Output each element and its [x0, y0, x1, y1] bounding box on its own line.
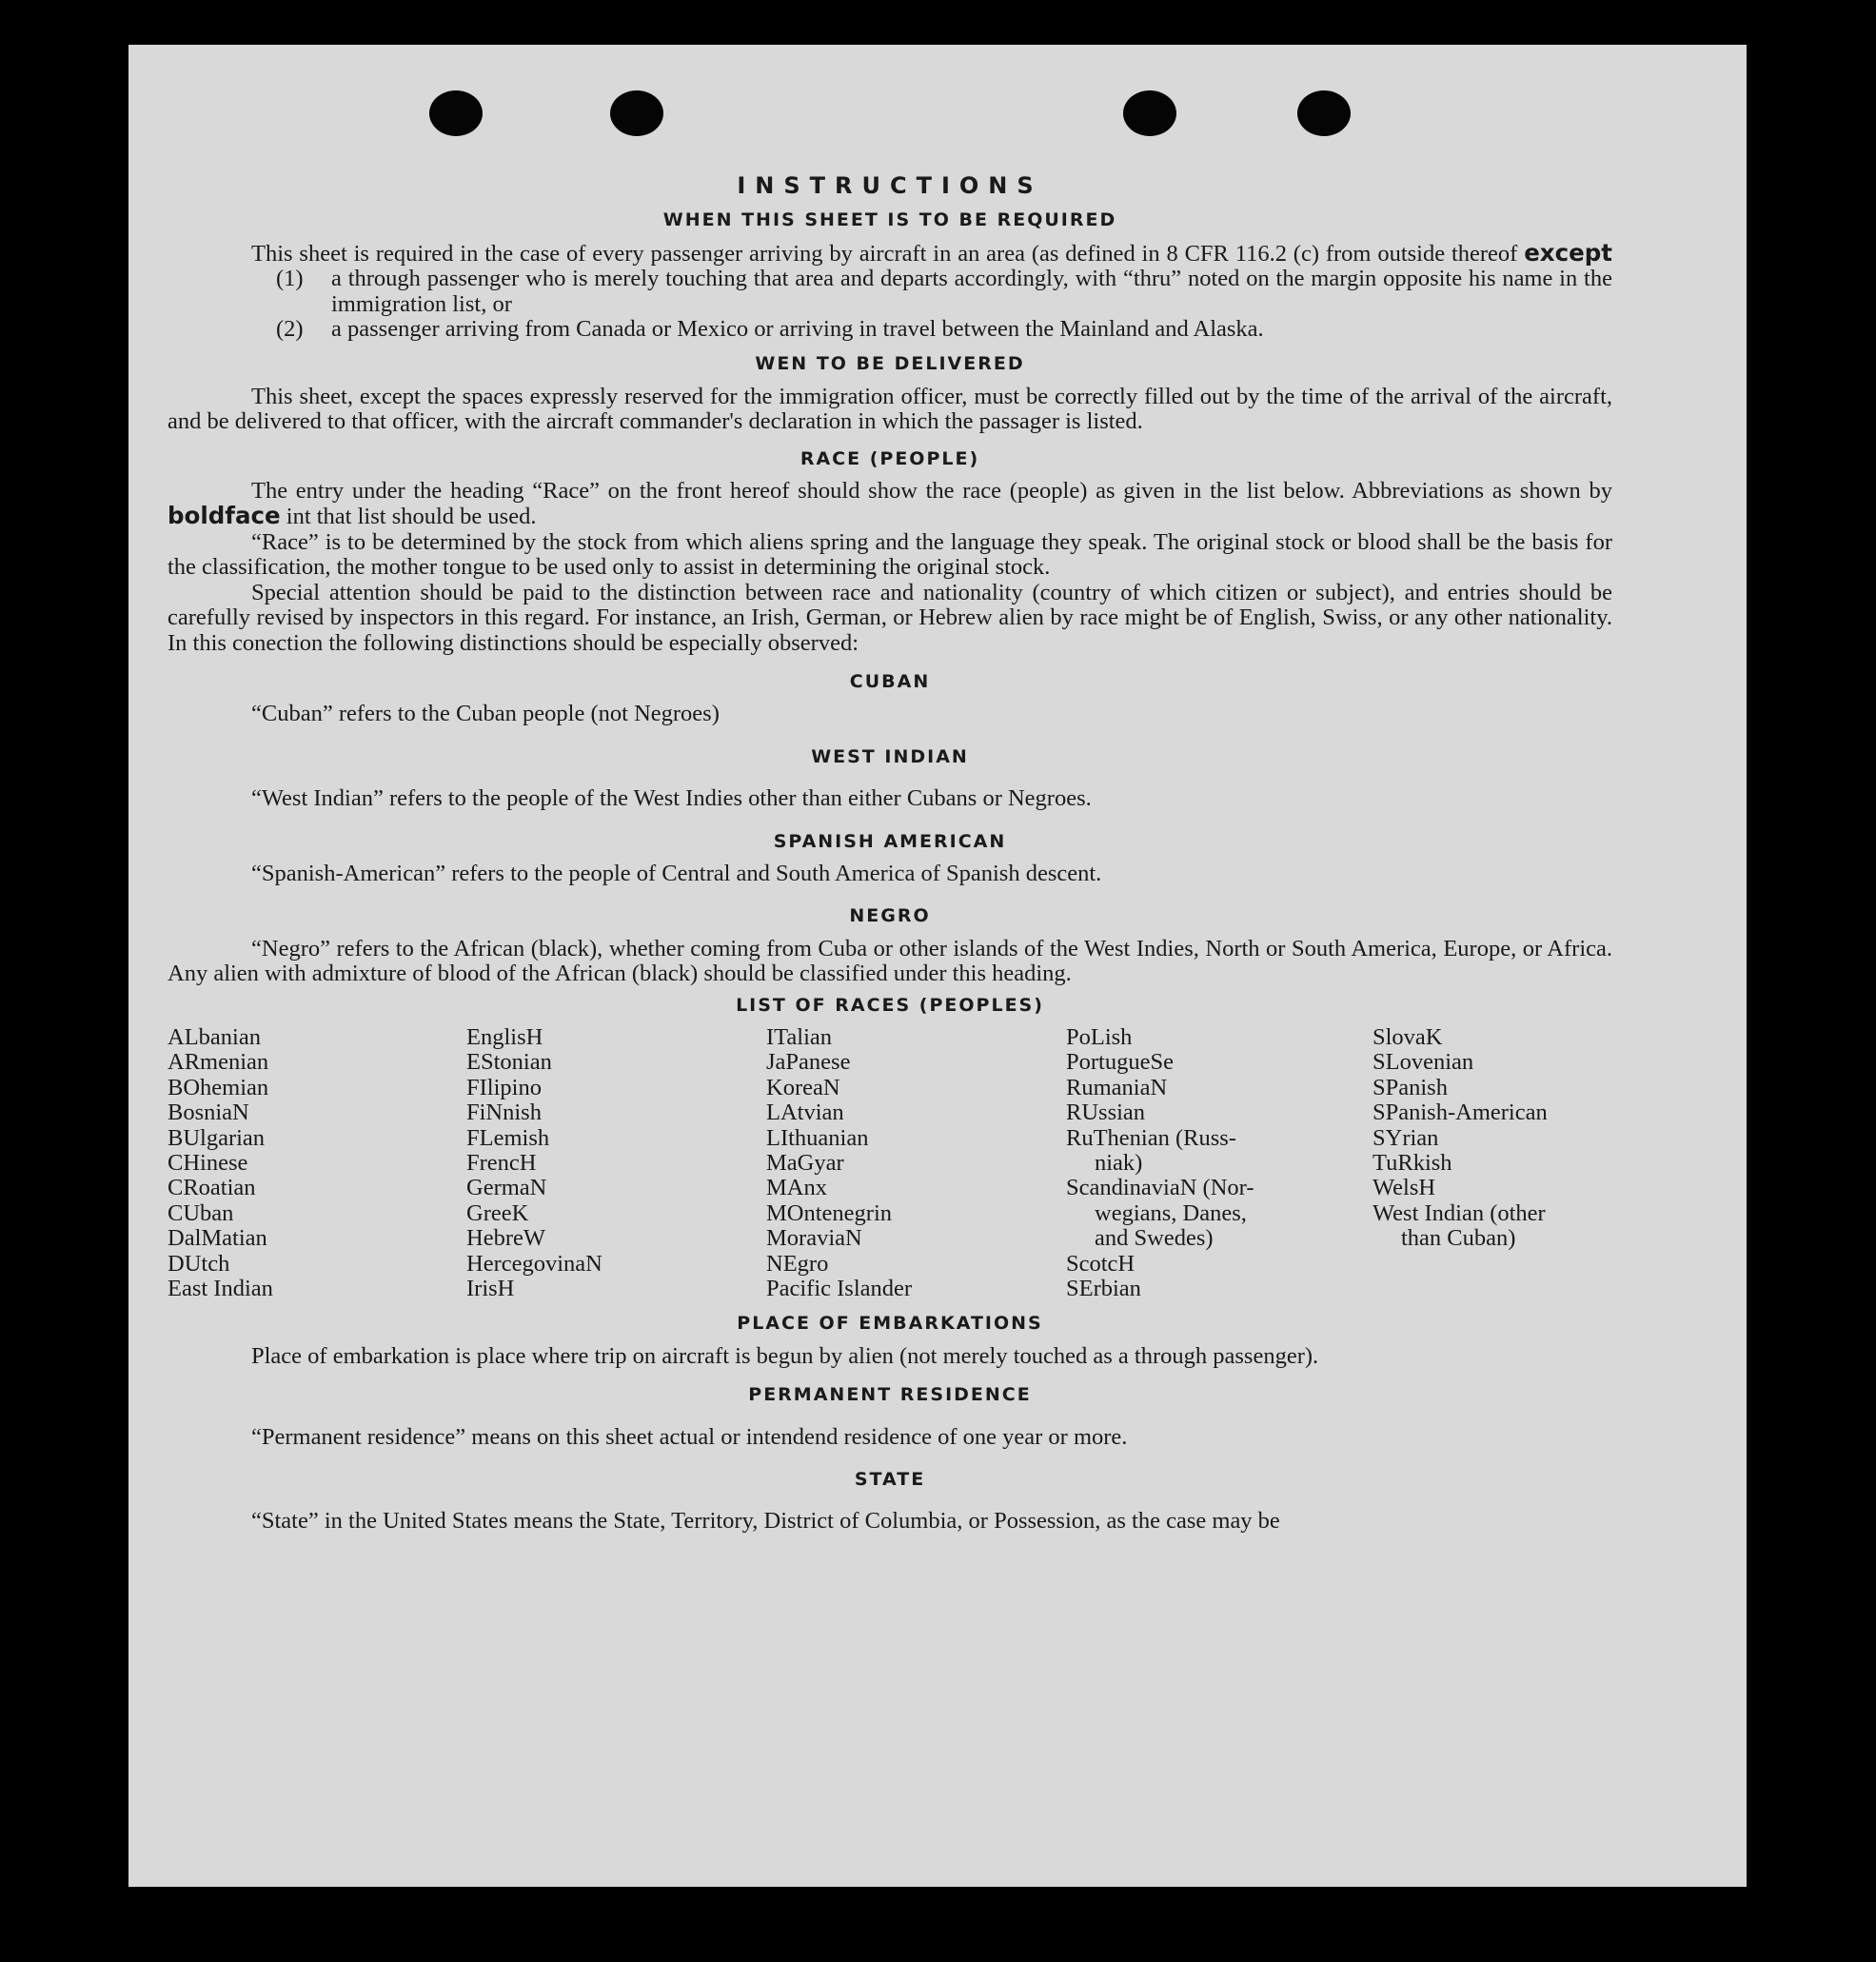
document-sheet [128, 45, 1747, 1887]
exception-number: (2) [276, 316, 304, 343]
race-item: FrencH [466, 1150, 537, 1176]
section-heading-required: WHEN THIS SHEET IS TO BE REQUIRED [662, 209, 1117, 231]
race-item: WelsH [1372, 1175, 1436, 1201]
race-item: PortugueSe [1066, 1049, 1174, 1076]
race-item: CRoatian [168, 1175, 256, 1201]
race-paragraph-1: The entry under the heading “Race” on the front hereof should show the race (people) as given in the list below. Abbreviations as shown by boldface int that list should be used. [168, 478, 1612, 530]
race-item: SErbian [1066, 1276, 1141, 1302]
section-heading-race: RACE (PEOPLE) [800, 447, 980, 469]
embarkation-text: Place of embarkation is place where trip on aircraft is begun by alien (not merely touched as a through passenger). [251, 1342, 1319, 1369]
race-item: MOntenegrin [766, 1199, 892, 1226]
race-item: NEgro [766, 1250, 829, 1277]
section-heading-negro: NEGRO [849, 905, 931, 927]
race-item: SLovenian [1372, 1049, 1474, 1076]
race-item: FLemish [466, 1124, 550, 1151]
race-item: FIlipino [466, 1074, 542, 1100]
race-item: GreeK [466, 1199, 529, 1226]
race-item: RUssian [1066, 1100, 1146, 1126]
race-item: TuRkish [1372, 1150, 1452, 1176]
race-item: East Indian [168, 1276, 273, 1302]
race-item: LAtvian [766, 1100, 844, 1126]
residence-text: “Permanent residence” means on this sheet actual or intendend residence of one year or more. [251, 1423, 1128, 1450]
race-item: CHinese [168, 1150, 248, 1176]
exception-number: (1) [276, 266, 304, 292]
race-item-continued: and Swedes) [1095, 1225, 1214, 1252]
race-item: RumaniaN [1066, 1074, 1168, 1100]
race-item: ARmenian [168, 1049, 269, 1076]
section-heading-spanish-american: SPANISH AMERICAN [773, 830, 1007, 852]
race-item: PoLish [1066, 1023, 1133, 1050]
negro-text: “Negro” refers to the African (black), whether coming from Cuba or other islands of the West Indies, North or South America, Europe, or Africa. Any alien with admixture of blood of the African (black) should be classified under this heading. [168, 935, 1612, 987]
punch-hole [610, 90, 663, 136]
exception-item-2 [168, 317, 1612, 342]
race-item: JaPanese [766, 1049, 851, 1076]
race-item: CUban [168, 1199, 234, 1226]
race-item-continued: wegians, Danes, [1095, 1199, 1247, 1226]
page-title: INSTRUCTIONS [737, 172, 1043, 199]
race-item: ALbanian [168, 1023, 261, 1050]
required-intro: This sheet is required in the case of every passenger arriving by aircraft in an area (as defined in 8 CFR 116.2 (c) from outside thereof except [251, 238, 1612, 267]
section-heading-residence: PERMANENT RESIDENCE [748, 1384, 1032, 1406]
spanish-american-text: “Spanish-American” refers to the people of Central and South America of Spanish descent. [251, 860, 1102, 886]
race-item: HercegovinaN [466, 1250, 602, 1277]
punch-hole [429, 90, 483, 136]
race-item: BOhemian [168, 1074, 269, 1100]
race-item: IrisH [466, 1276, 515, 1302]
race-item: ITalian [766, 1023, 833, 1050]
race-item: KoreaN [766, 1074, 840, 1100]
race-item: EStonian [466, 1049, 552, 1076]
race-paragraph-2: “Race” is to be determined by the stock from which aliens spring and the language they speak. The original stock or blood shall be the basis for the classification, the mother tongue to be used only to assist in determining the original stock. [168, 528, 1612, 581]
race-item-continued: than Cuban) [1401, 1225, 1516, 1252]
races-column-2 [466, 1025, 766, 1301]
exception-item-1 [168, 267, 1612, 317]
race-item: EnglisH [466, 1023, 543, 1050]
races-column-1 [168, 1025, 466, 1301]
race-item: SYrian [1372, 1124, 1439, 1151]
delivered-text: This sheet, except the spaces expressly reserved for the immigration officer, must be correctly filled out by the time of the arrival of the aircraft, and be delivered to that officer, with the aircraft commander's declaration in which the passager is listed. [168, 383, 1612, 435]
race-item: MAnx [766, 1175, 827, 1201]
instructions-content [168, 173, 1612, 1535]
race-item-continued: niak) [1095, 1150, 1143, 1176]
race-item: MaGyar [766, 1150, 844, 1176]
race-item: RuThenian (Russ- [1066, 1124, 1236, 1151]
race-item: MoraviaN [766, 1225, 862, 1252]
race-item: West Indian (other [1372, 1199, 1546, 1226]
races-list [168, 1025, 1612, 1301]
section-heading-cuban: CUBAN [849, 670, 931, 692]
races-column-4 [1066, 1025, 1372, 1301]
required-intro-bold: except [1524, 238, 1612, 267]
race-item: LIthuanian [766, 1124, 869, 1151]
race-item: DUtch [168, 1250, 230, 1277]
cuban-text: “Cuban” refers to the Cuban people (not Negroes) [251, 701, 720, 727]
races-column-3 [766, 1025, 1066, 1301]
exception-text: a passenger arriving from Canada or Mexico or arriving in travel between the Mainland and Alaska. [331, 316, 1264, 343]
race-item: HebreW [466, 1225, 545, 1252]
race-paragraph-3: Special attention should be paid to the distinction between race and nationality (country of which citizen or subject), and entries should be carefully revised by inspectors in this regard. For instance, an Irish, German, or Hebrew alien by race might be of English, Swiss, or any other nationality. In this conection the following distinctions should be especially observed: [168, 579, 1612, 656]
west-indian-text: “West Indian” refers to the people of the West Indies other than either Cubans or Negroes. [251, 785, 1092, 812]
section-heading-delivered: WEN TO BE DELIVERED [755, 353, 1025, 375]
section-heading-west-indian: WEST INDIAN [811, 745, 969, 767]
race-item: SlovaK [1372, 1023, 1443, 1050]
section-heading-list: LIST OF RACES (PEOPLES) [736, 994, 1044, 1016]
punch-hole [1297, 90, 1351, 136]
race-item: ScandinaviaN (Nor- [1066, 1175, 1254, 1201]
race-item: FiNnish [466, 1100, 542, 1126]
race-item: Pacific Islander [766, 1276, 913, 1302]
boldface-word: boldface [168, 502, 281, 530]
exception-text: a through passenger who is merely touching that area and departs accordingly, with “thru” noted on the margin opposite his name in the immigration list, or [331, 266, 1612, 317]
punch-hole [1123, 90, 1176, 136]
state-text: “State” in the United States means the State, Territory, District of Columbia, or Possession, as the case may be [251, 1508, 1280, 1535]
race-item: GermaN [466, 1175, 547, 1201]
race-item: DalMatian [168, 1225, 267, 1252]
race-item: SPanish [1372, 1074, 1448, 1100]
races-column-5 [1372, 1025, 1612, 1301]
section-heading-embarkation: PLACE OF EMBARKATIONS [737, 1313, 1043, 1335]
race-item: BUlgarian [168, 1124, 266, 1151]
race-item: SPanish-American [1372, 1100, 1548, 1126]
section-heading-state: STATE [854, 1469, 926, 1491]
race-item: ScotcH [1066, 1250, 1135, 1277]
race-item: BosniaN [168, 1100, 249, 1126]
